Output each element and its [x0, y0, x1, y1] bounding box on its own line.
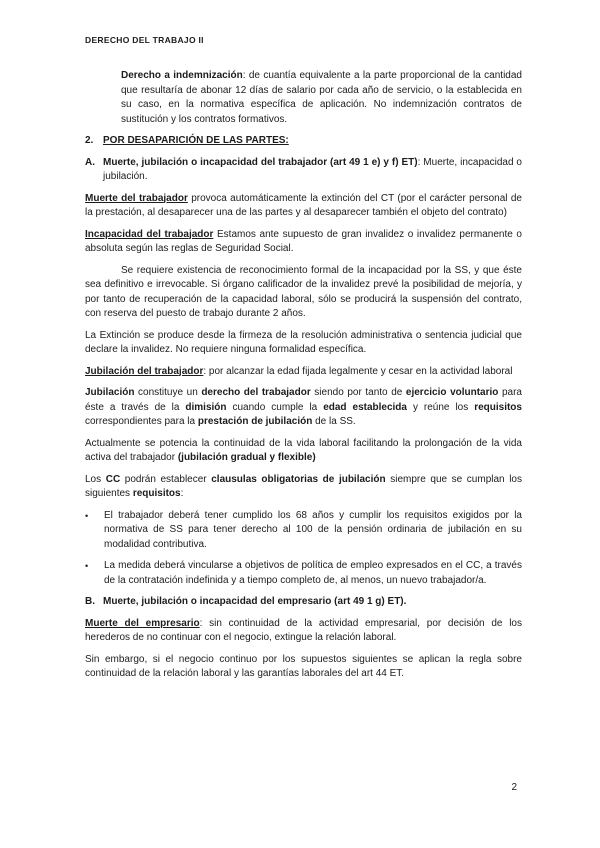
section-number: 2. [85, 135, 94, 146]
text-run: Muerte del empresario [85, 617, 200, 629]
text-run: clausulas obligatorias de jubilación [211, 473, 386, 485]
text-run: edad establecida [323, 401, 407, 413]
paragraph [85, 192, 525, 221]
text-run: podrán establecer [120, 473, 212, 485]
lettered-item [85, 156, 525, 185]
text-run: correspondientes para la [85, 401, 525, 427]
text-run: : [180, 488, 184, 499]
text-run: Jubilación del trabajador [85, 365, 204, 377]
paragraph [85, 228, 525, 257]
bullet-item [85, 509, 525, 553]
text-run: Los [85, 473, 106, 485]
text-run: El trabajador deberá tener cumplido los 68 años y cumplir los requisitos exigidos por la normativa de SS para tener derecho al 100 de la pensión ordinaria de jubilación en su modalidad contributiva. [104, 509, 525, 550]
text-run: derecho del trabajador [201, 387, 311, 398]
text-run: Muerte del trabajador [85, 192, 188, 204]
document-header: DERECHO DEL TRABAJO II [85, 35, 204, 45]
paragraph [121, 69, 525, 127]
paragraph [85, 386, 525, 430]
text-run: POR DESAPARICIÓN DE LAS PARTES: [103, 135, 289, 146]
item-text [104, 559, 525, 588]
text-run: siempre que se cumplan los siguientes [85, 473, 525, 499]
text-run: : de cuantía equivalente a la parte proporcional de la cantidad que resultaría de abonar 12 días de salario por cada año de servicio, o la establecida en su caso, en la normativa específica de aplicación. No indemnización contratos de sustitución y los contratos formativos. [121, 70, 525, 125]
item-letter: A. [85, 156, 95, 168]
item-text [104, 509, 525, 553]
section-heading [85, 134, 522, 149]
bullet-item [85, 559, 525, 588]
text-run: Sin embargo, si el negocio continuo por los supuestos siguientes se aplican la regla sobre continuidad de la relación laboral y las garantías laborales del art 44 ET. [85, 653, 525, 679]
paragraph [85, 617, 525, 646]
paragraph [85, 653, 525, 682]
text-run: : sin continuidad de la actividad empresarial, por decisión de los herederos de no continuar con el negocio, extingue la relación laboral. [85, 617, 525, 643]
paragraph [85, 329, 525, 358]
text-run: Estamos ante supuesto de gran invalidez o invalidez permanente o absoluta según las reglas de Seguridad Social. [85, 228, 525, 254]
item-text [103, 134, 289, 149]
text-run: y reúne los [406, 401, 475, 413]
lettered-item [85, 595, 522, 610]
text-run: (jubilación gradual y flexible) [177, 452, 316, 463]
text-run: : por alcanzar la edad fijada legalmente y cesar en la actividad laboral [203, 365, 513, 377]
text-run: CC [105, 473, 121, 485]
text-run: de la SS. [312, 416, 356, 427]
text-run: requisitos [132, 488, 181, 499]
text-run: Jubilación [85, 387, 135, 398]
text-run: para éste a través de la [85, 387, 525, 413]
text-run: Derecho a indemnización [121, 70, 243, 81]
text-run: constituye un [134, 387, 202, 398]
text-run: requisitos [474, 401, 522, 413]
text-run: Incapacidad del trabajador [85, 228, 214, 240]
document-body [85, 69, 525, 682]
text-run: Se requiere existencia de reconocimiento formal de la incapacidad por la SS, y que éste sea definitivo e irrevocable. Si órgano calificador de la invalidez prevé la posibilidad de mejoría, y por tanto de recuperación de la capacidad laboral, sólo se producirá la suspensión del contrato, con reserva del puesto de trabajo durante 2 años. [85, 264, 525, 319]
text-run: : Muerte, incapacidad o jubilación. [103, 156, 525, 182]
text-run: prestación de jubilación [197, 416, 313, 427]
text-run: Muerte, jubilación o incapacidad del trabajador (art 49 1 e) y f) ET) [103, 156, 418, 168]
text-run: Muerte, jubilación o incapacidad del empresario (art 49 1 g) ET). [103, 596, 407, 607]
text-run: Actualmente se potencia la continuidad de la vida laboral facilitando la prolongación de la vida activa del trabajador [85, 437, 525, 463]
page-number: 2 [511, 782, 517, 793]
bullet-icon: • [85, 510, 89, 521]
paragraph [85, 264, 525, 322]
text-run: siendo por tanto de [310, 387, 406, 398]
text-run: provoca automáticamente la extinción del CT (por el carácter personal de la prestación, al desaparecer una de las partes y al desaparecer también el objeto del contrato) [85, 192, 525, 218]
text-run: ejercicio voluntario [405, 387, 499, 398]
text-run: dimisión [185, 401, 227, 413]
item-text [103, 595, 522, 610]
paragraph [85, 365, 522, 380]
text-run: cuando cumple la [226, 401, 324, 413]
paragraph [85, 473, 525, 502]
item-text [103, 156, 525, 185]
text-run: La medida deberá vincularse a objetivos de política de empleo expresados en el CC, a través de la contratación indefinida y a tiempo completo de, al menos, un nuevo trabajador/a. [104, 560, 525, 586]
item-letter: B. [85, 596, 95, 607]
bullet-icon: • [85, 561, 89, 571]
text-run: La Extinción se produce desde la firmeza de la resolución administrativa o sentencia judicial que declare la invalidez. No requiere ninguna formalidad específica. [85, 329, 525, 355]
paragraph [85, 437, 525, 466]
